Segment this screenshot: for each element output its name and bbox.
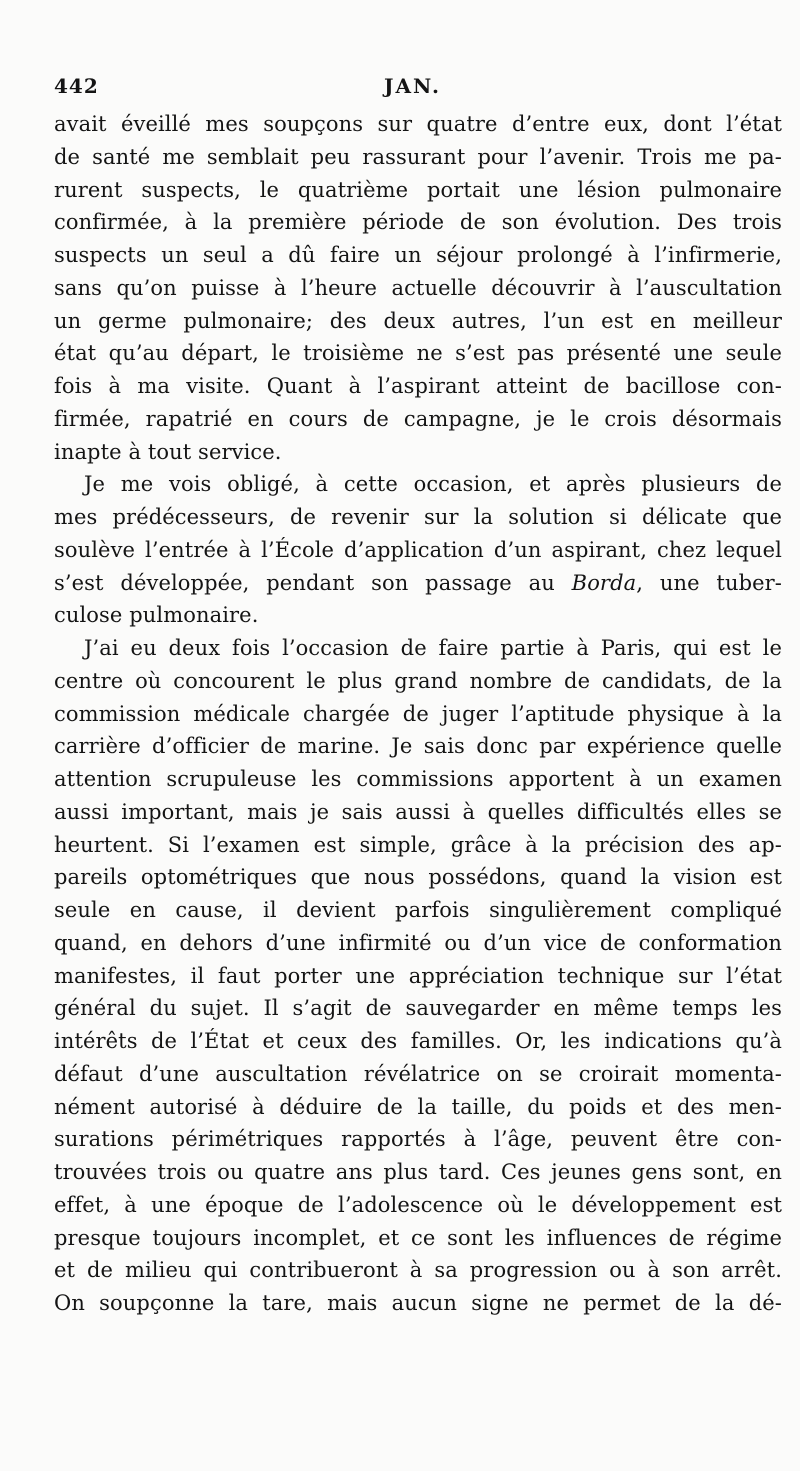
text-line-content: général du sujet. Il s’agit de sauvegarder en même temps les	[54, 996, 782, 1021]
text-line	[54, 206, 782, 239]
text-line-content: s’est développée, pendant son passage au	[54, 570, 572, 595]
text-line-content: culose pulmonaire.	[54, 603, 259, 628]
text-line-content: Je me vois obligé, à cette occasion, et après plusieurs de	[84, 472, 782, 497]
text-line	[54, 370, 782, 403]
text-line-content: attention scrupuleuse les commissions apportent à un examen	[54, 767, 782, 791]
text-line	[54, 141, 782, 174]
text-line	[54, 632, 782, 665]
text-line-content: quand, en dehors d’une infirmité ou d’un vice de conformation	[54, 930, 782, 955]
text-line-continuation: , une tuber-	[636, 570, 782, 595]
text-line	[54, 829, 782, 862]
text-line	[54, 1091, 782, 1124]
text-line	[54, 567, 782, 600]
text-line-content: confirmée, à la première période de son évolution. Des trois	[54, 210, 782, 235]
text-line	[54, 599, 782, 632]
text-line	[54, 698, 782, 731]
text-line-content: J’ai eu deux fois l’occasion de faire partie à Paris, qui est le	[84, 636, 782, 660]
text-line-content: fois à ma visite. Quant à l’aspirant atteint de bacillose con-	[54, 374, 782, 398]
text-line	[54, 796, 782, 829]
text-line-content: rurent suspects, le quatrième portait une lésion pulmonaire	[54, 177, 782, 202]
text-line	[54, 1025, 782, 1058]
text-line	[54, 960, 782, 993]
text-line-content: soulève l’entrée à l’École d’application d’un aspirant, chez lequel	[54, 537, 782, 562]
text-line-content: trouvées trois ou quatre ans plus tard. Ces jeunes gens sont, en	[54, 1160, 782, 1184]
text-line-content: inapte à tout service.	[54, 439, 282, 464]
page-header	[54, 74, 782, 108]
text-line-content: surations périmétriques rapportés à l’âge, peuvent être con-	[54, 1127, 782, 1152]
text-line-content: et de milieu qui contribueront à sa progression ou à son arrêt.	[54, 1258, 782, 1283]
italic-ship-name: Borda	[571, 570, 637, 595]
text-line-content: nément autorisé à déduire de la taille, du poids et des men-	[54, 1094, 782, 1119]
text-line	[54, 1222, 782, 1255]
text-line	[54, 1254, 782, 1287]
text-line-content: heurtent. Si l’examen est simple, grâce à la précision des ap-	[54, 832, 782, 857]
text-line	[54, 468, 782, 501]
text-line-content: suspects un seul a dû faire un séjour prolongé à l’infirmerie,	[54, 243, 782, 267]
text-line-content: presque toujours incomplet, et ce sont les influences de régime	[54, 1225, 782, 1250]
text-line	[54, 436, 782, 469]
text-line	[54, 239, 782, 272]
text-line	[54, 861, 782, 894]
text-line-content: défaut d’une auscultation révélatrice on se croirait momenta-	[54, 1061, 782, 1086]
text-line	[54, 927, 782, 960]
text-line-content: un germe pulmonaire; des deux autres, l’un est en meilleur	[54, 308, 782, 333]
text-line-content: commission médicale chargée de juger l’aptitude physique à la	[54, 701, 782, 726]
text-line-content: sans qu’on puisse à l’heure actuelle découvrir à l’auscultation	[54, 275, 782, 300]
text-line	[54, 337, 782, 370]
text-line-content: mes prédécesseurs, de revenir sur la solution si délicate que	[54, 505, 782, 529]
text-line-content: de santé me semblait peu rassurant pour l’avenir. Trois me pa-	[54, 144, 782, 169]
text-line	[54, 534, 782, 567]
text-line	[54, 1058, 782, 1091]
text-line-content: état qu’au départ, le troisième ne s’est pas présenté une seule	[54, 341, 782, 366]
text-line	[54, 992, 782, 1025]
text-line	[54, 1156, 782, 1189]
text-line	[54, 174, 782, 207]
body-text	[54, 108, 782, 1320]
text-line-content: centre où concourent le plus grand nombre de candidats, de la	[54, 668, 782, 693]
text-line-content: seule en cause, il devient parfois singulièrement compliqué	[54, 898, 782, 922]
text-line-content: manifestes, il faut porter une appréciation technique sur l’état	[54, 963, 782, 988]
text-line	[54, 665, 782, 698]
text-line	[54, 1123, 782, 1156]
text-line	[54, 272, 782, 305]
text-line	[54, 1287, 782, 1320]
text-line-content: intérêts de l’État et ceux des familles. Or, les indications qu’à	[54, 1029, 782, 1053]
text-line	[54, 730, 782, 763]
text-line	[54, 403, 782, 436]
text-line	[54, 763, 782, 796]
text-line	[54, 108, 782, 141]
text-line-content: pareils optométriques que nous possédons, quand la vision est	[54, 865, 782, 890]
text-line	[54, 305, 782, 338]
text-line	[54, 501, 782, 534]
text-line-content: On soupçonne la tare, mais aucun signe ne permet de la dé-	[54, 1291, 782, 1315]
page-number: 442	[54, 74, 99, 98]
text-line-content: firmée, rapatrié en cours de campagne, je le crois désormais	[54, 406, 782, 431]
text-line	[54, 1189, 782, 1222]
text-line-content: carrière d’officier de marine. Je sais donc par expérience quelle	[54, 734, 782, 759]
text-line-content: effet, à une époque de l’adolescence où le développement est	[54, 1192, 782, 1217]
text-line-content: aussi important, mais je sais aussi à quelles difficultés elles se	[54, 799, 782, 824]
running-head: JAN.	[384, 74, 441, 98]
text-line-content: avait éveillé mes soupçons sur quatre d’entre eux, dont l’état	[54, 112, 782, 136]
text-line	[54, 894, 782, 927]
